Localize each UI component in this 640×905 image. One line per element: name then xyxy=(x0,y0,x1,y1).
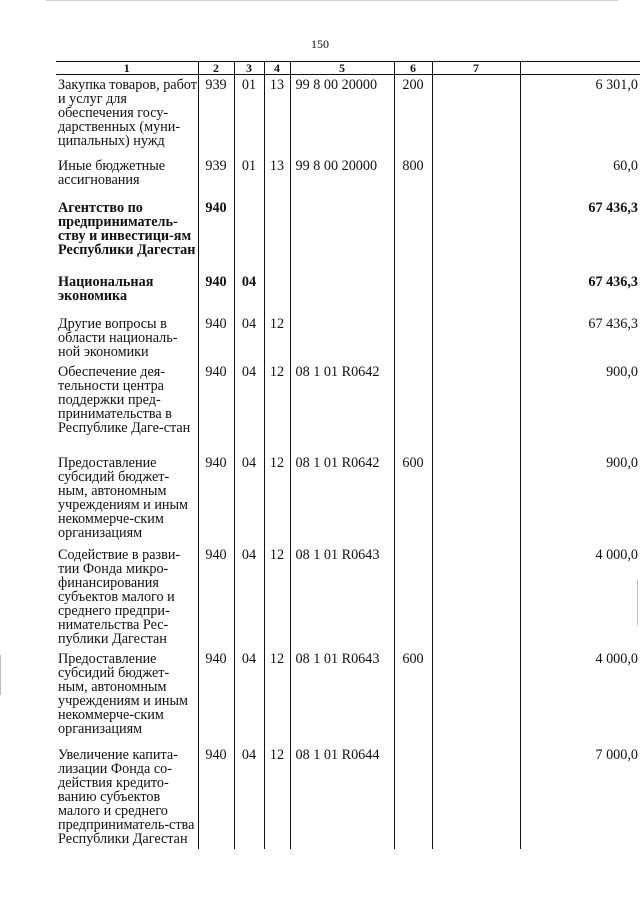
row-expense-type xyxy=(394,314,432,362)
row-column-7 xyxy=(432,198,520,272)
row-expense-type xyxy=(394,198,432,272)
table-row xyxy=(56,649,640,745)
row-section: 04 xyxy=(234,314,264,362)
row-section: 01 xyxy=(234,156,264,198)
column-header xyxy=(520,62,640,75)
row-column-7 xyxy=(432,75,520,156)
row-column-7 xyxy=(432,649,520,745)
row-target-article: 08 1 01 R0643 xyxy=(290,649,394,745)
table-row xyxy=(56,545,640,649)
row-subsection xyxy=(264,272,290,314)
row-name: Национальная экономика xyxy=(58,273,154,304)
row-column-7 xyxy=(432,156,520,198)
row-subsection: 12 xyxy=(264,649,290,745)
column-header: 4 xyxy=(264,62,290,75)
row-column-7 xyxy=(432,362,520,453)
row-subsection: 13 xyxy=(264,156,290,198)
row-expense-type xyxy=(394,745,432,849)
row-amount: 900,0 xyxy=(520,362,640,453)
row-target-article: 08 1 01 R0642 xyxy=(290,362,394,453)
row-section: 01 xyxy=(234,75,264,156)
row-target-article: 99 8 00 20000 xyxy=(290,156,394,198)
table-row xyxy=(56,362,640,453)
row-name: Содействие в разви-тии Фонда микро-финансирования субъектов малого и среднего предпри-нимательства Рес-публики Дагестан xyxy=(58,546,181,647)
column-header: 5 xyxy=(290,62,394,75)
row-code: 940 xyxy=(198,649,234,745)
row-section: 04 xyxy=(234,649,264,745)
row-name: Увеличение капита-лизации Фонда со-действия кредито-ванию субъектов малого и среднего предприниматель-ства Республики Дагестан xyxy=(58,746,195,847)
scan-edge-left xyxy=(0,655,1,695)
table-row xyxy=(56,198,640,272)
row-section: 04 xyxy=(234,362,264,453)
row-amount: 4 000,0 xyxy=(520,545,640,649)
row-section: 04 xyxy=(234,453,264,545)
row-expense-type xyxy=(394,362,432,453)
row-section: 04 xyxy=(234,545,264,649)
row-code: 939 xyxy=(198,75,234,156)
row-expense-type: 800 xyxy=(394,156,432,198)
row-code: 940 xyxy=(198,272,234,314)
row-expense-type xyxy=(394,272,432,314)
row-name: Закупка товаров, работ и услуг для обеспечения госу-дарственных (муни-ципальных) нужд xyxy=(58,77,197,149)
row-amount: 60,0 xyxy=(520,156,640,198)
row-amount: 900,0 xyxy=(520,453,640,545)
table-row xyxy=(56,314,640,362)
row-amount: 6 301,0 xyxy=(520,75,640,156)
row-target-article: 99 8 00 20000 xyxy=(290,75,394,156)
row-section: 04 xyxy=(234,272,264,314)
row-amount: 7 000,0 xyxy=(520,745,640,849)
page-number: 150 xyxy=(311,37,329,51)
row-expense-type: 600 xyxy=(394,649,432,745)
row-expense-type xyxy=(394,545,432,649)
row-column-7 xyxy=(432,453,520,545)
row-code: 940 xyxy=(198,453,234,545)
row-expense-type: 200 xyxy=(394,75,432,156)
row-code: 939 xyxy=(198,156,234,198)
row-code: 940 xyxy=(198,362,234,453)
budget-table xyxy=(56,61,640,849)
row-name: Предоставление субсидий бюджет-ным, автономным учреждениям и иным некоммерче-ским организациям xyxy=(58,650,189,737)
row-column-7 xyxy=(432,745,520,849)
column-header: 1 xyxy=(56,62,198,75)
row-amount: 67 436,3 xyxy=(520,314,640,362)
column-header: 6 xyxy=(394,62,432,75)
row-column-7 xyxy=(432,272,520,314)
row-target-article: 08 1 01 R0642 xyxy=(290,453,394,545)
row-target-article: 08 1 01 R0644 xyxy=(290,745,394,849)
row-target-article xyxy=(290,314,394,362)
row-code: 940 xyxy=(198,198,234,272)
row-code: 940 xyxy=(198,745,234,849)
row-column-7 xyxy=(432,314,520,362)
table-header-row xyxy=(56,62,640,75)
row-amount: 67 436,3 xyxy=(520,198,640,272)
row-column-7 xyxy=(432,545,520,649)
column-header: 7 xyxy=(432,62,520,75)
row-subsection: 12 xyxy=(264,453,290,545)
table-row xyxy=(56,453,640,545)
row-code: 940 xyxy=(198,545,234,649)
row-expense-type: 600 xyxy=(394,453,432,545)
row-name: Другие вопросы в области националь-ной экономики xyxy=(58,315,178,360)
row-target-article xyxy=(290,272,394,314)
row-amount: 67 436,3 xyxy=(520,272,640,314)
table-row xyxy=(56,75,640,156)
column-header: 2 xyxy=(198,62,234,75)
row-name: Иные бюджетные ассигнования xyxy=(58,157,166,188)
row-code: 940 xyxy=(198,314,234,362)
scan-edge-top xyxy=(46,0,618,1)
row-target-article: 08 1 01 R0643 xyxy=(290,545,394,649)
table-row xyxy=(56,272,640,314)
row-subsection: 13 xyxy=(264,75,290,156)
row-subsection: 12 xyxy=(264,314,290,362)
column-header: 3 xyxy=(234,62,264,75)
row-subsection: 12 xyxy=(264,545,290,649)
row-name: Агентство по предприниматель-ству и инвестици-ям Республики Дагестан xyxy=(58,199,196,258)
row-name: Обеспечение дея-тельности центра поддержки пред-принимательства в Республике Даге-стан xyxy=(58,363,191,436)
row-name: Предоставление субсидий бюджет-ным, автономным учреждениям и иным некоммерче-ским организациям xyxy=(58,454,189,541)
row-section xyxy=(234,198,264,272)
row-subsection: 12 xyxy=(264,745,290,849)
table-row xyxy=(56,156,640,198)
row-subsection: 12 xyxy=(264,362,290,453)
row-section: 04 xyxy=(234,745,264,849)
row-target-article xyxy=(290,198,394,272)
row-subsection xyxy=(264,198,290,272)
table-row xyxy=(56,745,640,849)
row-amount: 4 000,0 xyxy=(520,649,640,745)
